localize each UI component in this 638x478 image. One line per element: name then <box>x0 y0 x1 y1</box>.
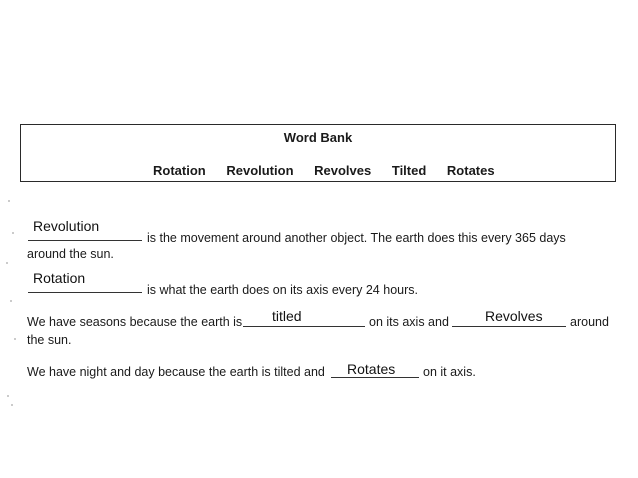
question-4-text-end: on it axis. <box>423 365 476 379</box>
question-3-text-end: around <box>570 315 609 329</box>
answer-rotation[interactable]: Rotation <box>33 270 86 286</box>
question-1-continuation: around the sun. <box>27 247 114 261</box>
question-3-continuation: the sun. <box>27 333 72 347</box>
answer-blank <box>28 292 142 293</box>
answer-titled[interactable]: titled <box>272 308 302 324</box>
question-3-text-start: We have seasons because the earth is <box>27 315 243 329</box>
question-2-text: is what the earth does on its axis every 24 hours. <box>147 283 418 297</box>
word-bank-box <box>20 124 616 182</box>
word-bank-word: Rotation <box>153 163 206 178</box>
scan-speck <box>11 404 13 406</box>
scan-speck <box>12 232 14 234</box>
answer-blank <box>452 326 566 327</box>
scan-speck <box>7 395 9 397</box>
scan-speck <box>10 300 12 302</box>
word-bank-word: Rotates <box>446 163 495 178</box>
answer-blank <box>331 377 419 378</box>
question-3-text-middle: on its axis and <box>369 315 449 329</box>
scan-speck <box>8 200 10 202</box>
answer-blank <box>243 326 365 327</box>
scan-speck <box>14 338 16 340</box>
word-bank-word: Revolves <box>314 163 372 178</box>
question-4-text-start: We have night and day because the earth is tilted and <box>27 365 325 379</box>
answer-revolves[interactable]: Revolves <box>485 308 543 324</box>
answer-blank <box>28 240 142 241</box>
scan-speck <box>6 262 8 264</box>
question-1-text: is the movement around another object. The earth does this every 365 days <box>147 231 566 245</box>
word-bank-words <box>153 163 512 178</box>
answer-revolution[interactable]: Revolution <box>33 218 100 234</box>
word-bank-word: Tilted <box>391 163 427 178</box>
word-bank-title: Word Bank <box>283 130 353 145</box>
word-bank-word: Revolution <box>226 163 294 178</box>
answer-rotates[interactable]: Rotates <box>347 361 396 377</box>
